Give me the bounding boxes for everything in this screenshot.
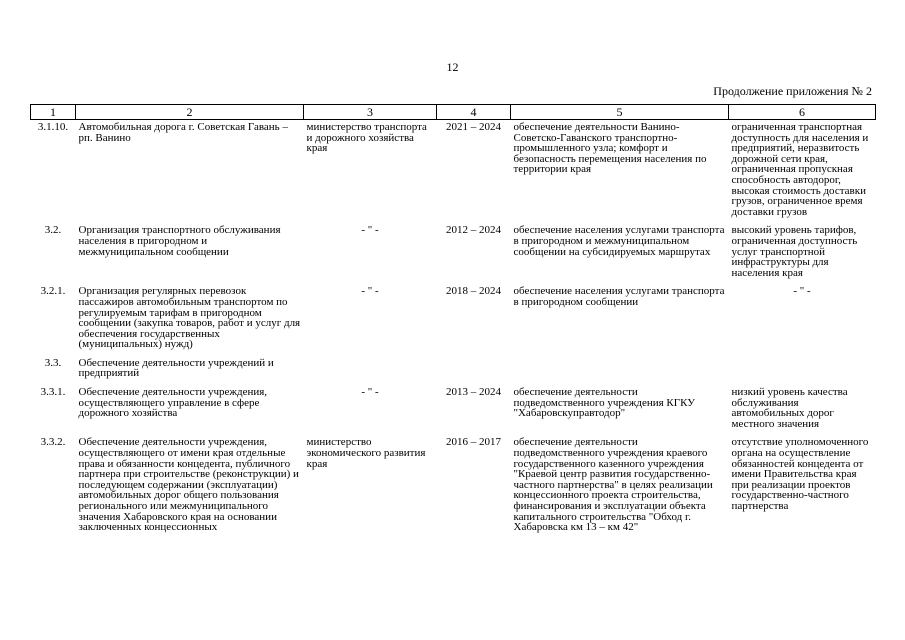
header-cell-1: 1 — [31, 105, 76, 120]
period — [437, 356, 511, 385]
measure-name: Обеспечение деятельности учреждения, осуществляющего управление в сфере дорожного хозяйства — [78, 386, 268, 420]
header-row — [31, 105, 876, 120]
expected-result: обеспечение деятельности подведомственного учреждения краевого государственного казенного учреждения "Краевой центр развития государственно-частного партнерства" в целях реализации концессионного проекта строительства, финансирования и эксплуатации объекта капитального строительства "Обход г. Хабаровска км 13 – км 42" — [513, 436, 713, 534]
executor: министерство экономического развития края — [306, 436, 426, 470]
table-row — [31, 120, 876, 224]
header-cell-5: 5 — [511, 105, 729, 120]
consequences: низкий уровень качества обслуживания автомобильных дорог местного значения — [731, 386, 848, 430]
appendix-table — [30, 104, 876, 539]
header-cell-4: 4 — [437, 105, 511, 120]
consequences: - " - — [793, 285, 811, 298]
table-row — [31, 435, 876, 538]
continuation-caption: Продолжение приложения № 2 — [713, 84, 872, 98]
expected-result: обеспечение деятельности Ванино-Советско-Гаванского транспортно-промышленного узла; комфорт и безопасность перемещения населения по территории края — [513, 121, 707, 176]
executor: - " - — [361, 285, 379, 298]
table-row — [31, 284, 876, 356]
executor: министерство транспорта и дорожного хозяйства края — [306, 121, 427, 155]
executor — [304, 356, 437, 385]
row-number: 3.2.1. — [40, 285, 66, 298]
page-number: 12 — [446, 60, 459, 74]
row-number: 3.3.1. — [40, 386, 66, 399]
header-cell-3: 3 — [304, 105, 437, 120]
expected-result — [511, 356, 729, 385]
row-number: 3.3. — [44, 356, 62, 369]
expected-result: обеспечение населения услугами транспорта в пригородном и межмуниципальном сообщении на субсидируемых маршрутах — [513, 224, 725, 258]
table-row — [31, 223, 876, 284]
executor: - " - — [361, 386, 379, 399]
period: 2013 – 2024 — [446, 386, 501, 399]
row-number: 3.2. — [44, 224, 62, 237]
consequences — [729, 356, 876, 385]
period: 2012 – 2024 — [446, 224, 501, 237]
period: 2018 – 2024 — [446, 285, 501, 298]
measure-name: Обеспечение деятельности учреждения, осуществляющего от имени края отдельные права и обязанности концедента, публичного партнера при строительстве (реконструкции) и последующем содержании (эксплуатации) автомобильных дорог общего пользования регионального или межмуниципального значения Хабаровского края на основании заключенных концессионных — [78, 436, 299, 534]
period: 2021 – 2024 — [446, 121, 501, 133]
row-number: 3.1.10. — [37, 121, 69, 133]
measure-name: Организация регулярных перевозок пассажиров автомобильным транспортом по регулируемым тарифам в пригородном сообщении (закупка товаров, работ и услуг для обеспечения государственных (муниципальных) нужд) — [78, 285, 301, 351]
table-row — [31, 385, 876, 435]
measure-name: Организация транспортного обслуживания населения в пригородном и межмуниципальном сообщении — [78, 224, 281, 258]
expected-result: обеспечение деятельности подведомственного учреждения КГКУ "Хабаровскуправтодор" — [513, 386, 696, 420]
measure-name: Автомобильная дорога г. Советская Гавань – рп. Ванино — [78, 121, 288, 144]
measure-name: Обеспечение деятельности учреждений и предприятий — [78, 356, 274, 380]
executor: - " - — [361, 224, 379, 237]
header-cell-2: 2 — [76, 105, 304, 120]
table-row — [31, 356, 876, 385]
row-number: 3.3.2. — [40, 436, 66, 449]
consequences: отсутствие уполномоченного органа на осуществление обязанностей концедента от имени Правительства края при реализации проектов государственно-частного партнерства — [731, 436, 869, 512]
consequences: высокий уровень тарифов, ограниченная доступность услуг транспортной инфраструктуры для населения края — [731, 224, 858, 279]
header-cell-6: 6 — [729, 105, 876, 120]
expected-result: обеспечение населения услугами транспорта в пригородном сообщении — [513, 285, 725, 308]
consequences: ограниченная транспортная доступность для населения и предприятий, неразвитость дорожной сети края, ограниченная пропускная способность автодорог, высокая стоимость доставки грузов, ограниченное время доставки грузов — [731, 121, 869, 218]
period: 2016 – 2017 — [446, 436, 501, 449]
